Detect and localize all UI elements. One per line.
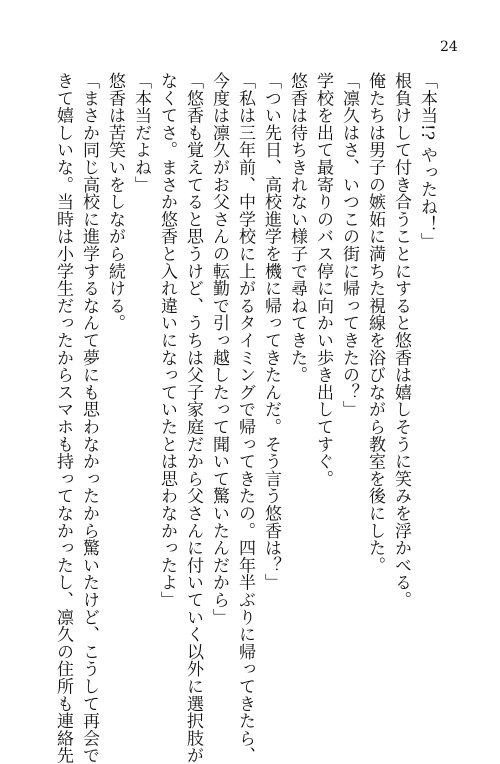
text-line: 「私は三年前、中学校に上がるタイミングで帰ってきたの。四年半ぶりに帰ってきたら、 bbox=[235, 72, 255, 764]
text-line: 俺たちは男子の嫉妬に満ちた視線を浴びながら教室を後にした。 bbox=[365, 72, 385, 574]
text-line: 「つい先日、高校進学を機に帰ってきたんだ。そう言う悠香は？」 bbox=[261, 72, 281, 591]
text-line: 悠香は待ちきれない様子で尋ねてきた。 bbox=[287, 72, 307, 384]
text-line: 「本当だよね」 bbox=[131, 72, 151, 194]
text-line: 悠香は苦笑いをしながら続ける。 bbox=[105, 72, 125, 332]
text-line: 「まさか同じ高校に進学するなんて夢にも思わなかったから驚いたけど、こうして再会で bbox=[79, 72, 99, 764]
text-line: 「本当!? やったね！」 bbox=[417, 72, 437, 250]
page-number: 24 bbox=[440, 39, 458, 55]
novel-text-body bbox=[50, 72, 440, 764]
text-line: 今度は凛久がお父さんの転勤で引っ越したって聞いて驚いたんだから」 bbox=[209, 72, 229, 626]
text-line: なくてさ。まさか悠香と入れ違いになっていたとは思わなかったよ」 bbox=[157, 72, 177, 609]
text-line: 根負けして付き合うことにすると悠香は嬉しそうに笑みを浮かべる。 bbox=[391, 72, 411, 609]
text-line: きて嬉しいな。当時は小学生だったからスマホも持ってなかったし、凛久の住所も連絡先 bbox=[53, 72, 73, 764]
text-line: 「凛久はさ、いつこの街に帰ってきたの？」 bbox=[339, 72, 359, 418]
text-line: 学校を出て最寄りのバス停に向かい歩き出してすぐ。 bbox=[313, 72, 333, 488]
text-line: 「悠香も覚えてると思うけど、うちは父子家庭だから父さんに付いていく以外に選択肢が bbox=[183, 72, 203, 764]
